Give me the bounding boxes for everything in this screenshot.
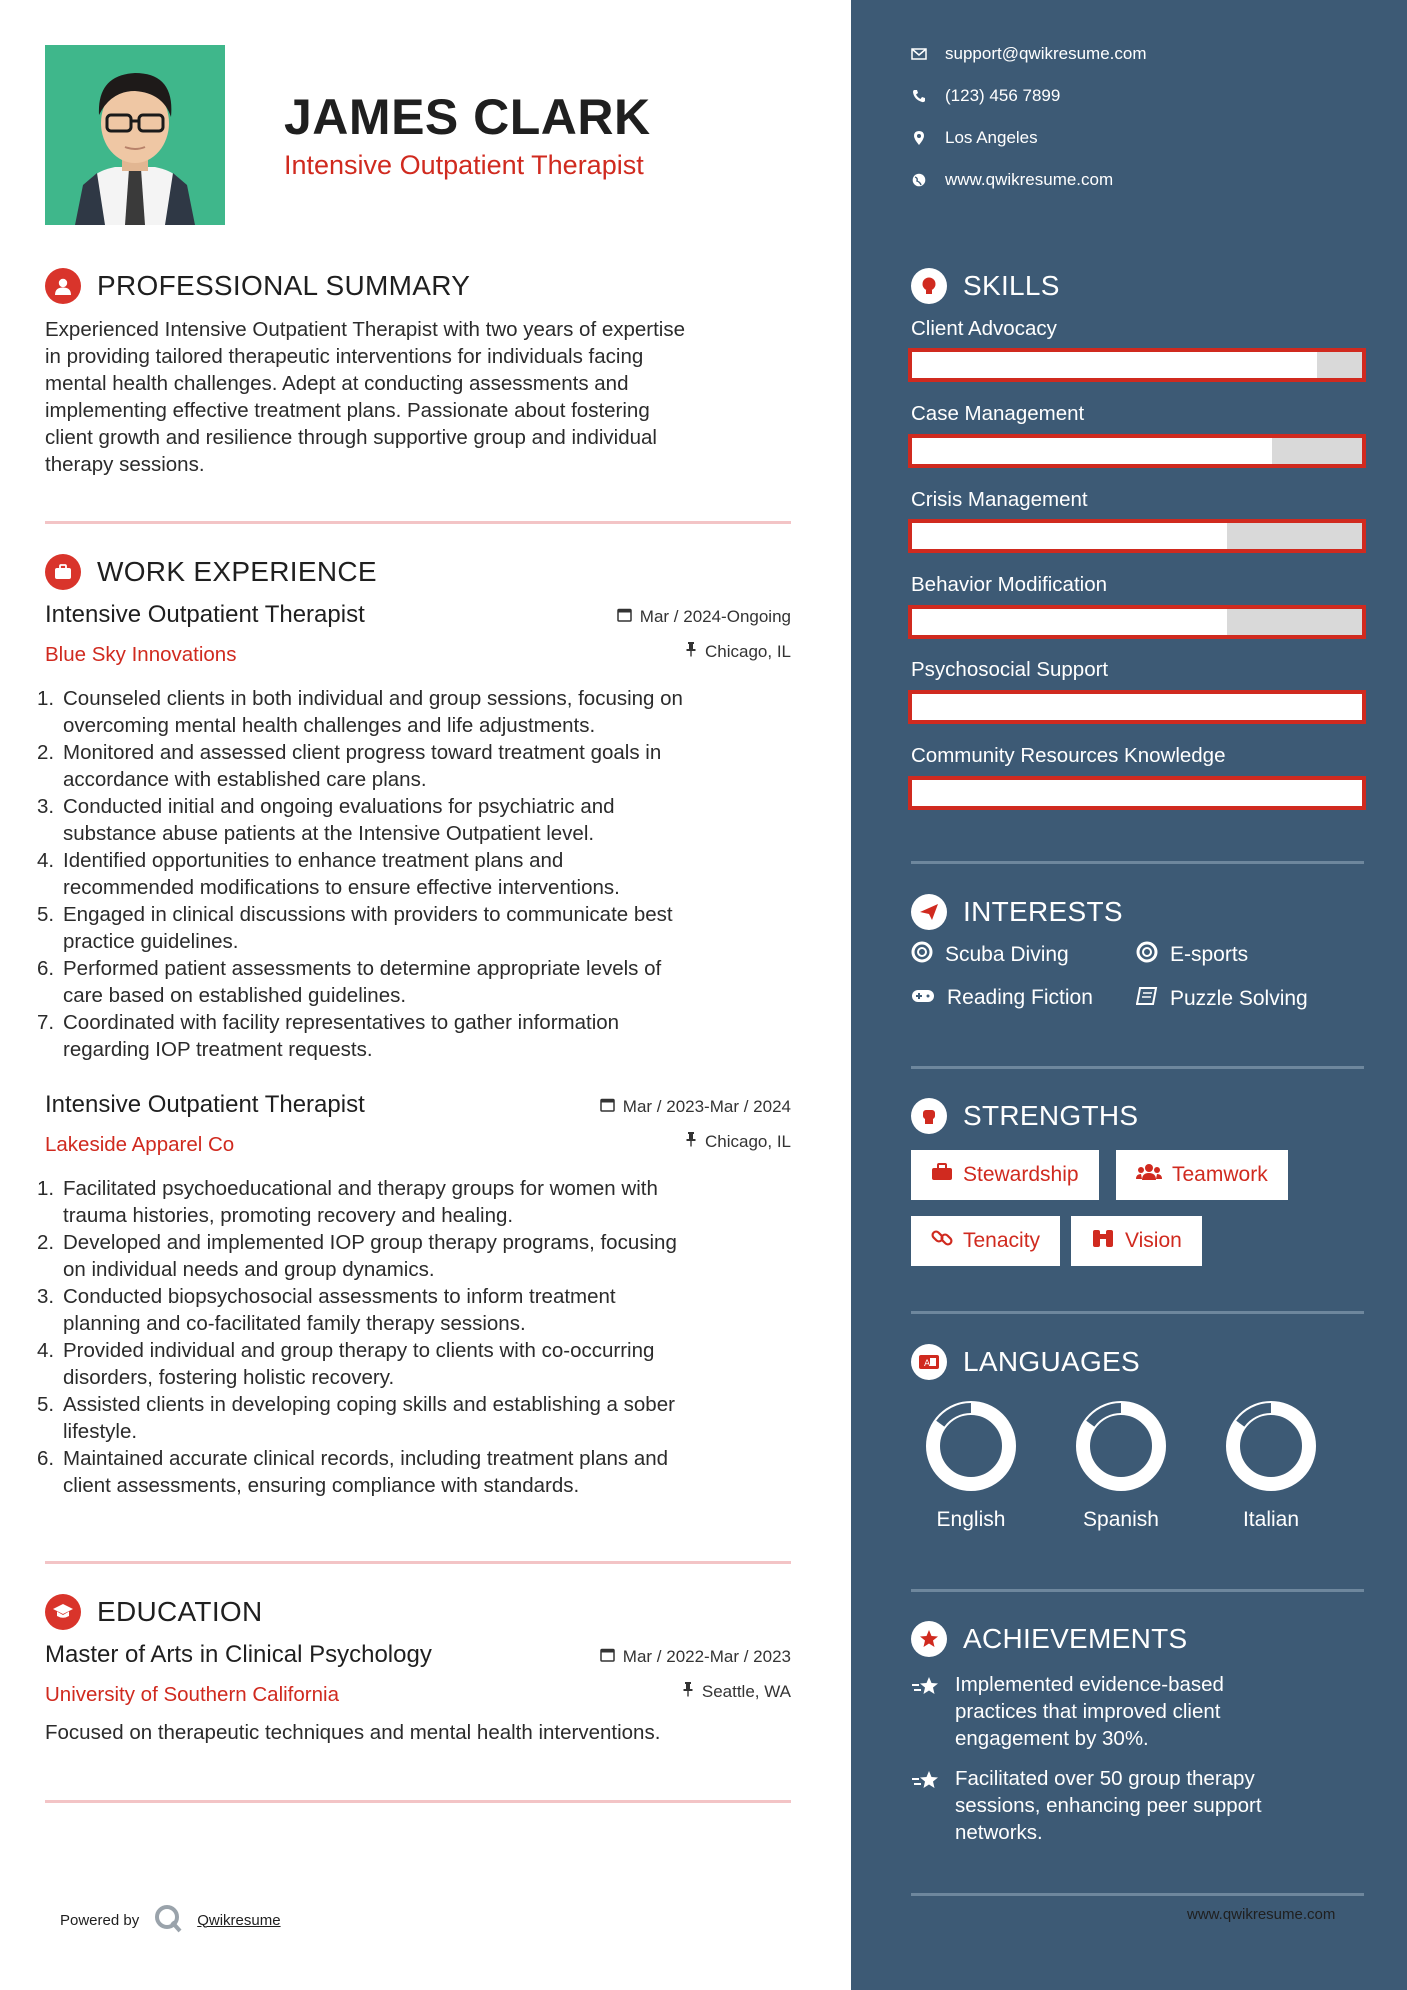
duty-line: Performed patient assessments to determine appropriate levels of (63, 957, 662, 980)
strength-tag (1071, 1216, 1202, 1266)
skill-bar-fill (912, 780, 1362, 806)
skills-heading: SKILLS (963, 270, 1060, 301)
skills-header (911, 268, 1060, 304)
star-icon (911, 1765, 941, 1846)
footer-website[interactable]: www.qwikresume.com (1187, 1906, 1336, 1923)
list-item: 3. Conducted biopsychosocial assessments to inform treatment planning and co-facilitated family therapy sessions. (45, 1283, 791, 1337)
skill-bar-fill (912, 352, 1317, 378)
brand-link[interactable]: Qwikresume (197, 1911, 281, 1929)
duty-line: Monitored and assessed client progress toward treatment goals in (63, 741, 662, 764)
sidebar-divider (911, 1066, 1364, 1069)
duty-line: overcoming mental health challenges and life adjustments. (63, 714, 596, 737)
skill-label: Crisis Management (911, 488, 1088, 511)
star-badge-icon (911, 1621, 947, 1657)
duty-line: trauma histories, promoting recovery and healing. (63, 1204, 514, 1227)
languages-header (911, 1344, 1140, 1380)
list-item: 3. Conducted initial and ongoing evaluations for psychiatric and substance abuse patients at the Intensive Outpatient level. (45, 793, 791, 847)
language-ring (1221, 1396, 1321, 1496)
profile-photo (45, 45, 225, 225)
pin-icon (685, 641, 697, 662)
education-date-text: Mar / 2022-Mar / 2023 (622, 1647, 791, 1666)
sidebar-divider (911, 1311, 1364, 1314)
binoculars-icon (1091, 1228, 1115, 1254)
duty-line: Conducted initial and ongoing evaluations for psychiatric and (63, 795, 615, 818)
list-item: 1. Counseled clients in both individual and group sessions, focusing on overcoming mental health challenges and life adjustments. (45, 685, 791, 739)
contact-location-text: Los Angeles (945, 128, 1038, 147)
interest-item (911, 941, 1069, 969)
summary-line: in providing tailored therapeutic interventions for individuals facing (45, 345, 644, 368)
calendar-icon (600, 1097, 615, 1117)
location-pin-icon (911, 131, 927, 145)
job-duties (37, 1175, 791, 1499)
powered-by (60, 1903, 281, 1937)
skill-bar (908, 348, 1366, 382)
skill-bar-fill (912, 609, 1227, 635)
duty-line: Maintained accurate clinical records, including treatment plans and (63, 1447, 669, 1470)
strengths-header (911, 1098, 1138, 1134)
contact-website[interactable] (911, 170, 1113, 190)
language-ring (1071, 1396, 1171, 1496)
summary-heading: PROFESSIONAL SUMMARY (97, 270, 471, 301)
interest-label: E-sports (1170, 943, 1249, 966)
skill-bar (908, 690, 1366, 724)
duty-line: Coordinated with facility representatives to gather information (63, 1011, 620, 1034)
candidate-title: Intensive Outpatient Therapist (284, 150, 644, 180)
achievement-line: sessions, enhancing peer support (955, 1794, 1262, 1817)
job-date (617, 607, 791, 627)
duty-line: client assessments, ensuring compliance with standards. (63, 1474, 580, 1497)
duty-line: regarding IOP treatment requests. (63, 1038, 373, 1061)
job-duties (37, 685, 791, 1063)
summary-header (45, 268, 470, 304)
lifebuoy-icon (1136, 941, 1158, 969)
summary-line: mental health challenges. Adept at conducting assessments and (45, 372, 629, 395)
envelope-icon (911, 48, 927, 60)
summary-line: therapy sessions. (45, 453, 205, 476)
strength-label: Vision (1125, 1229, 1182, 1252)
star-icon (911, 1671, 941, 1752)
interest-item (1136, 986, 1308, 1012)
section-divider (45, 521, 791, 524)
list-item: 1. Facilitated psychoeducational and therapy groups for women with trauma histories, promoting recovery and healing. (45, 1175, 791, 1229)
education-date (600, 1647, 791, 1667)
sidebar-divider (911, 861, 1364, 864)
sidebar-divider (911, 1893, 1364, 1896)
duty-line: Developed and implemented IOP group therapy programs, focusing (63, 1231, 677, 1254)
skill-bar-fill (912, 523, 1227, 549)
job-date-text: Mar / 2023-Mar / 2024 (622, 1097, 791, 1116)
duty-line: Provided individual and group therapy to clients with co-occurring (63, 1339, 655, 1362)
skill-label: Client Advocacy (911, 317, 1057, 340)
svg-text:A: A (924, 1359, 931, 1369)
job-location-text: Chicago, IL (705, 641, 791, 661)
section-divider (45, 1561, 791, 1564)
contact-email[interactable] (911, 44, 1147, 64)
contact-email-text: support@qwikresume.com (945, 44, 1147, 63)
summary-text (45, 316, 795, 478)
language-item (1196, 1396, 1346, 1532)
languages-heading: LANGUAGES (963, 1346, 1140, 1377)
list-item: 2. Developed and implemented IOP group therapy programs, focusing on individual needs and group dynamics. (45, 1229, 791, 1283)
achievement-line: practices that improved client (955, 1700, 1221, 1723)
phone-icon (911, 89, 927, 103)
education-header (45, 1594, 263, 1630)
lifebuoy-icon (911, 941, 933, 969)
interests-heading: INTERESTS (963, 896, 1123, 927)
duty-line: Engaged in clinical discussions with providers to communicate best (63, 903, 673, 926)
achievement-line: engagement by 30%. (955, 1727, 1149, 1750)
list-item: 5. Assisted clients in developing coping skills and establishing a sober lifestyle. (45, 1391, 791, 1445)
language-ring (921, 1396, 1021, 1496)
contact-location (911, 128, 1038, 148)
globe-icon (911, 173, 927, 187)
skill-bar (908, 519, 1366, 553)
job-location (685, 1131, 791, 1152)
list-item: 6. Performed patient assessments to determine appropriate levels of care based on established guidelines. (45, 955, 791, 1009)
job-entry (37, 1091, 791, 1499)
duty-line: Counseled clients in both individual and group sessions, focusing on (63, 687, 683, 710)
user-icon (45, 268, 81, 304)
skill-label: Community Resources Knowledge (911, 744, 1226, 767)
duty-line: care based on established guidelines. (63, 984, 407, 1007)
skill-bar (908, 434, 1366, 468)
candidate-name: JAMES CLARK (284, 89, 651, 145)
duty-line: disorders, fostering holistic recovery. (63, 1366, 395, 1389)
interest-item (1136, 941, 1248, 969)
gamepad-icon (911, 986, 935, 1010)
strength-tag (911, 1216, 1060, 1266)
experience-header (45, 554, 377, 590)
duty-line: Identified opportunities to enhance treatment plans and (63, 849, 564, 872)
summary-line: client growth and resilience through supportive group and individual (45, 426, 657, 449)
education-description: Focused on therapeutic techniques and mental health interventions. (45, 1721, 661, 1744)
contact-website-text: www.qwikresume.com (945, 170, 1114, 189)
paper-plane-icon (911, 894, 947, 930)
achievements-heading: ACHIEVEMENTS (963, 1623, 1188, 1654)
interest-label: Puzzle Solving (1170, 987, 1308, 1010)
strength-tag (1116, 1150, 1288, 1200)
degree: Master of Arts in Clinical Psychology (45, 1641, 432, 1668)
education-heading: EDUCATION (97, 1596, 263, 1627)
interest-label: Scuba Diving (945, 943, 1069, 966)
duty-line: accordance with established care plans. (63, 768, 427, 791)
achievement-line: Implemented evidence-based (955, 1673, 1224, 1696)
calendar-icon (617, 607, 632, 627)
language-item (896, 1396, 1046, 1532)
experience-heading: WORK EXPERIENCE (97, 556, 377, 587)
powered-by-label: Powered by (60, 1911, 140, 1929)
strength-tag (911, 1150, 1099, 1200)
qwikresume-logo-icon (153, 1903, 183, 1937)
summary-line: implementing effective treatment plans. Passionate about fostering (45, 399, 650, 422)
strength-label: Tenacity (963, 1229, 1041, 1252)
education-location-text: Seattle, WA (701, 1681, 791, 1701)
book-icon (1136, 986, 1158, 1012)
job-title: Intensive Outpatient Therapist (45, 601, 365, 628)
job-entry (37, 601, 791, 1063)
list-item: 4. Identified opportunities to enhance treatment plans and recommended modifications to ensure effective interventions. (45, 847, 791, 901)
duty-line: practice guidelines. (63, 930, 239, 953)
duty-line: substance abuse patients at the Intensive Outpatient level. (63, 822, 595, 845)
briefcase-icon (45, 554, 81, 590)
duty-line: on individual needs and group dynamics. (63, 1258, 435, 1281)
interest-label: Reading Fiction (947, 986, 1093, 1009)
job-company: Blue Sky Innovations (45, 643, 237, 666)
summary-line: Experienced Intensive Outpatient Therapist with two years of expertise (45, 318, 686, 341)
briefcase-icon (931, 1163, 953, 1187)
education-entry (45, 1641, 791, 1746)
interests-header (911, 894, 1123, 930)
interest-item (911, 986, 1093, 1010)
skill-bar (908, 776, 1366, 810)
duty-line: Conducted biopsychosocial assessments to inform treatment (63, 1285, 616, 1308)
lightbulb-icon (911, 268, 947, 304)
achievements-header (911, 1621, 1188, 1657)
achievement-text (955, 1765, 1262, 1846)
achievement-item (911, 1671, 1331, 1752)
job-location-text: Chicago, IL (705, 1131, 791, 1151)
skill-label: Behavior Modification (911, 573, 1107, 596)
skill-label: Case Management (911, 402, 1085, 425)
language-label: Spanish (1083, 1508, 1159, 1531)
list-item: 5. Engaged in clinical discussions with providers to communicate best practice guidelines. (45, 901, 791, 955)
duty-line: Facilitated psychoeducational and therapy groups for women with (63, 1177, 658, 1200)
fist-icon (911, 1098, 947, 1134)
achievement-line: Facilitated over 50 group therapy (955, 1767, 1255, 1790)
achievement-line: networks. (955, 1821, 1043, 1844)
duty-line: recommended modifications to ensure effective interventions. (63, 876, 620, 899)
list-item: 4. Provided individual and group therapy to clients with co-occurring disorders, fostering holistic recovery. (45, 1337, 791, 1391)
job-date-text: Mar / 2024-Ongoing (639, 607, 791, 626)
graduation-icon (45, 1594, 81, 1630)
language-label: Italian (1242, 1508, 1300, 1531)
pin-icon (685, 1131, 697, 1152)
achievement-text (955, 1671, 1224, 1752)
contact-phone-text: (123) 456 7899 (945, 86, 1061, 105)
duty-line: planning and co-facilitated family therapy sessions. (63, 1312, 526, 1335)
job-company: Lakeside Apparel Co (45, 1133, 235, 1156)
pin-icon (682, 1681, 694, 1702)
calendar-icon (600, 1647, 615, 1667)
translate-icon (911, 1344, 947, 1380)
achievement-item (911, 1765, 1331, 1846)
job-location (685, 641, 791, 662)
skill-bar-fill (912, 438, 1272, 464)
language-item (1046, 1396, 1196, 1532)
skill-label: Psychosocial Support (911, 658, 1109, 681)
school: University of Southern California (45, 1683, 339, 1706)
list-item: 7. Coordinated with facility representatives to gather information regarding IOP treatment requests. (45, 1009, 791, 1063)
job-title: Intensive Outpatient Therapist (45, 1091, 365, 1118)
education-location (682, 1681, 791, 1702)
duty-line: lifestyle. (63, 1420, 138, 1443)
strengths-heading: STRENGTHS (963, 1100, 1139, 1131)
duty-line: Assisted clients in developing coping skills and establishing a sober (63, 1393, 675, 1416)
language-label: English (936, 1508, 1006, 1531)
list-item: 2. Monitored and assessed client progress toward treatment goals in accordance with established care plans. (45, 739, 791, 793)
skill-bar-fill (912, 694, 1362, 720)
users-icon (1136, 1163, 1162, 1187)
strength-label: Teamwork (1172, 1163, 1268, 1186)
list-item: 6. Maintained accurate clinical records, including treatment plans and client assessments, ensuring compliance with standards. (45, 1445, 791, 1499)
strength-label: Stewardship (963, 1163, 1079, 1186)
contact-phone[interactable] (911, 86, 1060, 106)
skill-bar (908, 605, 1366, 639)
sidebar-divider (911, 1589, 1364, 1592)
job-date (600, 1097, 791, 1117)
link-icon (931, 1227, 953, 1255)
section-divider (45, 1800, 791, 1803)
